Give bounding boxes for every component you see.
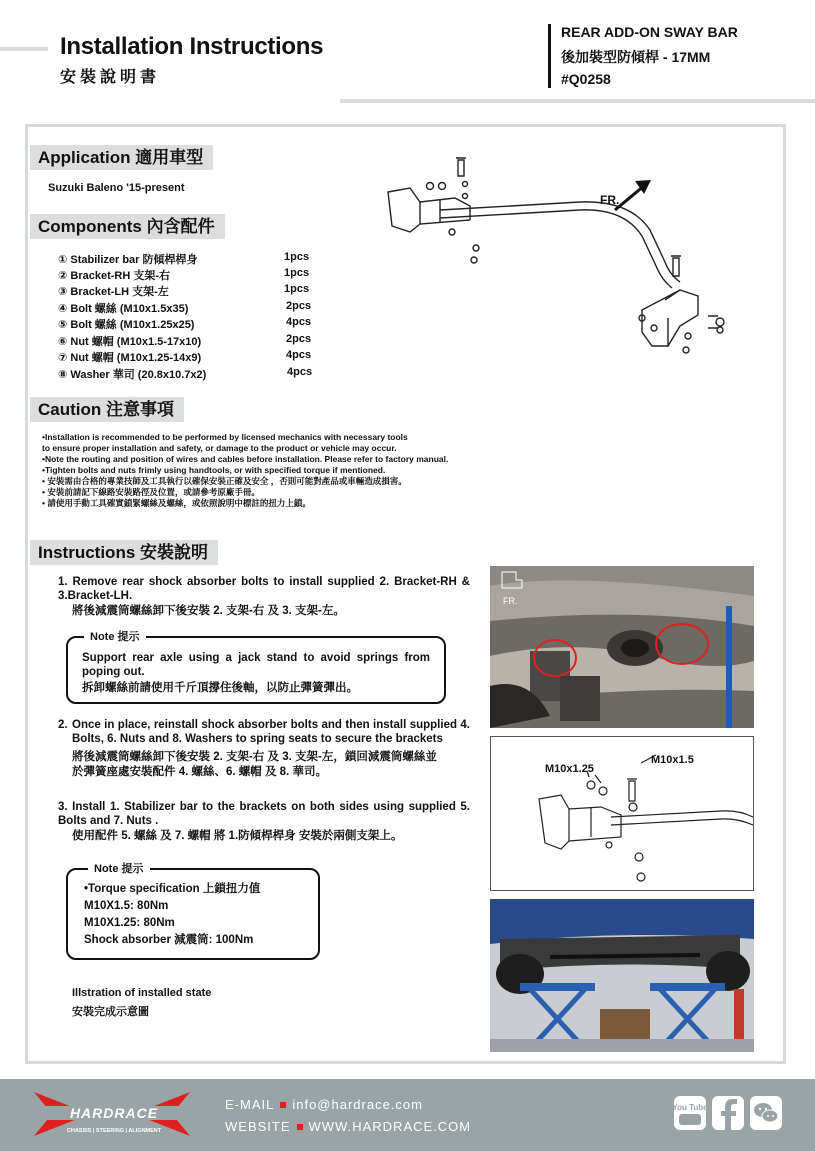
component-qty: 4pcs: [287, 366, 313, 378]
components-qty-column: [284, 251, 324, 381]
caution-line: to ensure proper installation and safety, or damage to the product or vehicle may occur.: [42, 443, 397, 453]
caution-heading-zh: 注意事項: [106, 400, 175, 420]
step-2-text-zh: 將後減震筒螺絲卸下後安裝 2. 支架-右 及 3. 支架-左，鎖回減震筒螺絲並: [72, 751, 437, 763]
email-label: E-MAIL: [225, 1097, 275, 1112]
logo-text: HARDRACE: [69, 1105, 159, 1121]
logo-tagline: CHASSIS | STEERING | ALIGNMENT: [66, 1128, 162, 1134]
youtube-icon[interactable]: [674, 1096, 706, 1130]
step-1-text-zh: 將後減震筒螺絲卸下後安裝 2. 支架-右 及 3. 支架-左。: [72, 605, 345, 617]
step-2-text-zh-2: 於彈簧座處安裝配件 4. 螺絲、6. 螺帽 及 8. 華司。: [72, 766, 327, 778]
caution-line: • 安裝需由合格的專業技師及工具執行以確保安裝正確及安全 ，否則可能對產品或車輛造成損害。: [42, 476, 407, 486]
component-qty: 2pcs: [286, 333, 312, 345]
step-3-text-zh: 使用配件 5. 螺絲 及 7. 螺帽 將 1.防傾桿桿身 安裝於兩側支架上。: [72, 830, 403, 842]
torque-spec-line: Shock absorber 減震筒: 100Nm: [84, 934, 254, 946]
torque-spec-list: [84, 881, 260, 949]
component-qty: 4pcs: [286, 316, 312, 328]
component-row: ③ Bracket-LH 支架-左: [58, 286, 169, 298]
facebook-icon[interactable]: [712, 1096, 744, 1130]
header-rule-left: [0, 47, 48, 51]
photo-fr-label: FR.: [503, 596, 518, 606]
component-row: ② Bracket-RH 支架-右: [58, 270, 170, 282]
component-qty: 1pcs: [284, 267, 310, 279]
step-3-text: 3. Install 1. Stabilizer bar to the brackets on both sides using supplied 5. Bolts and 7. Nuts .: [58, 801, 470, 827]
photo-installed-state: [490, 899, 754, 1052]
product-code: #Q0258: [561, 71, 611, 87]
email-link[interactable]: info@hardrace.com: [292, 1097, 423, 1112]
vehicle-fitment: Suzuki Baleno '15-present: [48, 182, 185, 194]
bullet-square-icon: [297, 1124, 303, 1130]
component-row: ⑦ Nut 螺帽 (M10x1.25-14x9): [58, 352, 202, 364]
page-subtitle: 安裝說明書: [60, 67, 161, 86]
page-title: Installation Instructions: [60, 33, 324, 60]
wechat-icon[interactable]: [750, 1096, 782, 1130]
component-qty: 1pcs: [284, 251, 310, 263]
caution-line: •Note the routing and position of wires and cables before installation. Please refer to factory manual.: [42, 454, 449, 464]
component-row: ④ Bolt 螺絲 (M10x1.5x35): [58, 303, 189, 315]
sway-bar-diagram: [380, 150, 740, 365]
component-row: ⑥ Nut 螺帽 (M10x1.5-17x10): [58, 336, 202, 348]
note-1-label: Note 提示: [84, 628, 146, 644]
hardrace-logo: [30, 1088, 195, 1140]
bracket-detail-drawing: [490, 736, 754, 891]
product-name-zh: 後加裝型防傾桿 - 17MM: [561, 49, 711, 65]
header-rule-right: [340, 99, 815, 103]
footer-website: [225, 1119, 471, 1134]
caution-heading: [30, 397, 184, 422]
note-1-text: Support rear axle using a jack stand to avoid springs from poping out.: [82, 652, 430, 678]
step-2-number: 2.: [58, 719, 68, 731]
caution-line: •Tighten bolts and nuts frimly using handtools, or with specified torque if mentioned.: [42, 465, 386, 475]
detail-label-m10x15: M10x1.5: [651, 754, 694, 766]
instructions-heading: [30, 540, 218, 565]
photo-shock-mount: [490, 566, 754, 728]
caution-line: • 請使用手動工具確實鎖緊螺絲及螺絲，或依照說明中標註的扭力上鎖。: [42, 498, 311, 508]
caution-heading-en: Caution: [38, 400, 102, 419]
footer-email: [225, 1097, 423, 1112]
component-qty: 1pcs: [284, 283, 310, 295]
illustration-caption-zh: 安裝完成示意圖: [72, 1006, 149, 1018]
components-heading-en: Components: [38, 217, 142, 236]
component-row: ⑤ Bolt 螺絲 (M10x1.25x25): [58, 319, 195, 331]
step-1-text: 1. Remove rear shock absorber bolts to install supplied 2. Bracket-RH & 3.Bracket-LH.: [58, 576, 470, 602]
detail-label-m10x125: M10x1.25: [545, 763, 594, 775]
component-qty: 2pcs: [286, 300, 312, 312]
application-heading-zh: 適用車型: [135, 148, 204, 168]
product-name: REAR ADD-ON SWAY BAR: [561, 24, 738, 40]
note-1-text-zh: 拆卸螺絲前請使用千斤頂撐住後軸，以防止彈簧彈出。: [82, 682, 358, 694]
website-link[interactable]: WWW.HARDRACE.COM: [308, 1119, 472, 1134]
caution-line: •Installation is recommended to be performed by licensed mechanics with necessary tools: [42, 432, 408, 442]
caution-line: • 安裝前請記下線路安裝路徑及位置，或請參考原廠手冊。: [42, 487, 260, 497]
header-divider: [548, 24, 551, 88]
component-qty: 4pcs: [286, 349, 312, 361]
caution-list: [42, 432, 522, 509]
component-row: ① Stabilizer bar 防傾桿桿身: [58, 254, 198, 266]
step-2-text: Once in place, reinstall shock absorber bolts and then install supplied 4. Bolts, 6. Nuts and 8. Washers to spring seats to secure the brackets: [72, 719, 470, 745]
components-heading-zh: 內含配件: [146, 217, 215, 237]
torque-spec-line: •Torque specification 上鎖扭力值: [84, 883, 261, 895]
application-heading: [30, 145, 213, 170]
instructions-heading-zh: 安裝說明: [140, 543, 209, 563]
instructions-heading-en: Instructions: [38, 543, 136, 562]
illustration-caption: Illstration of installed state: [72, 987, 212, 999]
front-direction-label: FR.: [600, 193, 620, 207]
component-row: ⑧ Washer 華司 (20.8x10.7x2): [58, 369, 207, 381]
torque-spec-line: M10X1.5: 80Nm: [84, 900, 169, 912]
torque-spec-line: M10X1.25: 80Nm: [84, 917, 175, 929]
note-2-label: Note 提示: [88, 860, 150, 876]
website-label: WEBSITE: [225, 1119, 291, 1134]
application-heading-en: Application: [38, 148, 131, 167]
youtube-label: You Tube: [674, 1103, 706, 1112]
bracket-detail-svg: [491, 737, 753, 890]
bullet-square-icon: [280, 1102, 286, 1108]
components-heading: [30, 214, 225, 239]
